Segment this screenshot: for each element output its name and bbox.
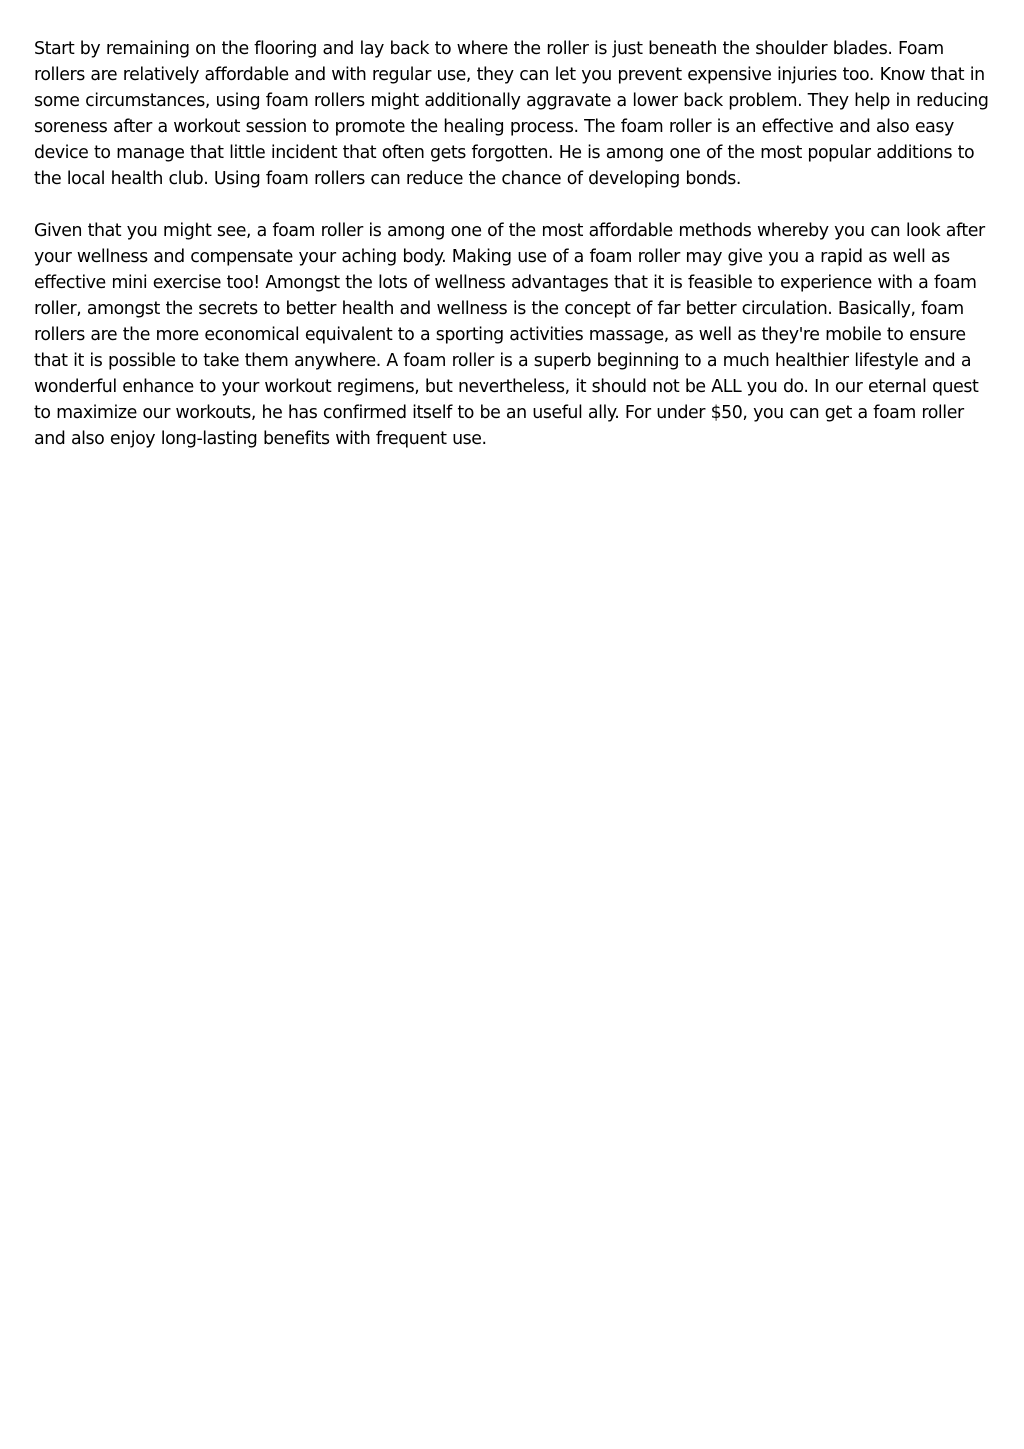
paragraph-1: Start by remaining on the flooring and lay back to where the roller is just beneath the shoulder blades. Foam rollers are relatively affordable and with regular use, they can let you prevent expensive injuries too. Know that in some circumstances, using foam rollers might additionally aggravate a lower back problem. They help in reducing soreness after a workout session to promote the healing process. The foam roller is an effective and also easy device to manage that little incident that often gets forgotten. He is among one of the most popular additions to the local health club. Using foam rollers can reduce the chance of developing bonds. — [34, 39, 989, 189]
paragraph-2: Given that you might see, a foam roller is among one of the most affordable methods whereby you can look after your wellness and compensate your aching body. Making use of a foam roller may give you a rapid as well as effective mini exercise too! Amongst the lots of wellness advantages that it is feasible to experience with a foam roller, amongst the secrets to better health and wellness is the concept of far better circulation. Basically, foam rollers are the more economical equivalent to a sporting activities massage, as well as they're mobile to ensure that it is possible to take them anywhere. A foam roller is a superb beginning to a much healthier lifestyle and a wonderful enhance to your workout regimens, but nevertheless, it should not be ALL you do. In our eternal quest to maximize our workouts, he has confirmed itself to be an useful ally. For under $50, you can get a foam roller and also enjoy long-lasting benefits with frequent use. — [34, 221, 985, 449]
document-body — [34, 36, 989, 478]
